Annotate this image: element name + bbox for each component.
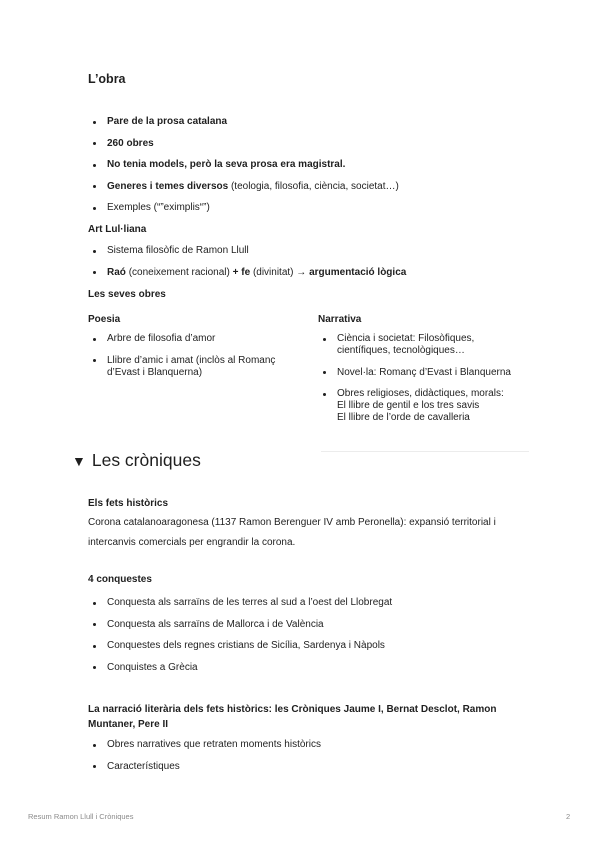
obra-list [88, 116, 558, 224]
rao-bold: Raó [107, 266, 126, 278]
triangle-down-icon[interactable]: ▼ [72, 452, 86, 469]
list-item: Conquistes a Grècia [88, 662, 558, 674]
subheading-seves-obres: Les seves obres [88, 289, 166, 300]
heading-line: La narració literària dels fets històrics: les Cròniques Jaume I, Bernat Desclot, Ramon [88, 704, 497, 715]
list-item-line: El llibre de gentil e los tres savis [337, 400, 480, 411]
fets-paragraph [88, 513, 538, 552]
list-item: Arbre de filosofia d’amor [88, 333, 288, 345]
list-item [88, 181, 558, 193]
divider [321, 451, 529, 452]
page-number: 2 [566, 812, 571, 821]
list-item: Obres narratives que retraten moments històrics [88, 739, 558, 751]
art-list [88, 245, 558, 288]
subheading-art-lul-liana: Art Lul·liana [88, 224, 147, 235]
list-item [318, 388, 538, 424]
list-item: 260 obres [88, 138, 558, 150]
footer-title: Resum Ramon Llull i Cròniques [28, 812, 134, 821]
list-item: Pare de la prosa catalana [88, 116, 558, 128]
column-heading-poesia: Poesia [88, 314, 121, 325]
list-item [318, 333, 538, 357]
list-item-line: Obres religioses, didàctiques, morals: [337, 388, 504, 399]
list-item: Característiques [88, 761, 558, 773]
paragraph-line: intercanvis comercials per engrandir la corona. [88, 536, 296, 548]
subheading-narracio-literaria [88, 703, 528, 732]
toggle-heading: Les cròniques [91, 450, 201, 470]
column-heading-narrativa: Narrativa [318, 314, 362, 325]
generes-bold: Generes i temes diversos [107, 180, 229, 192]
list-item-line: El llibre de l’orde de cavalleria [337, 412, 470, 423]
conquestes-list [88, 597, 558, 683]
list-item: No tenia models, però la seva prosa era magistral. [88, 159, 558, 171]
subheading-4-conquestes: 4 conquestes [88, 574, 152, 585]
narrativa-list [318, 333, 538, 434]
toggle-croniques[interactable] [72, 450, 201, 471]
list-item [88, 267, 558, 279]
rao-text: (coneixement racional) [128, 266, 230, 278]
fe-bold: + fe [232, 266, 251, 278]
subheading-fets-historics: Els fets històrics [88, 498, 169, 509]
list-item: Sistema filosòfic de Ramon Llull [88, 245, 558, 257]
list-item-line: Ciència i societat: Filosòfiques, [337, 333, 475, 344]
argumentacio-bold: → argumentació lògica [296, 266, 407, 278]
narracio-list [88, 739, 558, 782]
list-item: Exemples (“”eximplis“”) [88, 202, 558, 214]
list-item-line: d’Evast i Blanquerna) [107, 366, 203, 378]
list-item: Novel·la: Romanç d’Evast i Blanquerna [318, 367, 538, 379]
list-item-line: científiques, tecnològiques… [337, 345, 465, 356]
generes-rest: (teologia, filosofia, ciència, societat…) [230, 180, 399, 192]
list-item: Conquesta als sarraïns de les terres al sud a l’oest del Llobregat [88, 597, 558, 609]
list-item-line: Llibre d’amic i amat (inclòs al Romanç [107, 354, 276, 366]
list-item [88, 355, 288, 379]
heading-line: Muntaner, Pere II [88, 718, 169, 730]
list-item: Conquestes dels regnes cristians de Sicília, Sardenya i Nàpols [88, 640, 558, 652]
poesia-list [88, 333, 288, 388]
section-heading-obra: L’obra [88, 72, 126, 86]
paragraph-line: Corona catalanoaragonesa (1137 Ramon Berenguer IV amb Peronella): expansió territorial i [88, 517, 496, 528]
list-item: Conquesta als sarraïns de Mallorca i de València [88, 619, 558, 631]
fe-text: (divinitat) [252, 266, 294, 278]
